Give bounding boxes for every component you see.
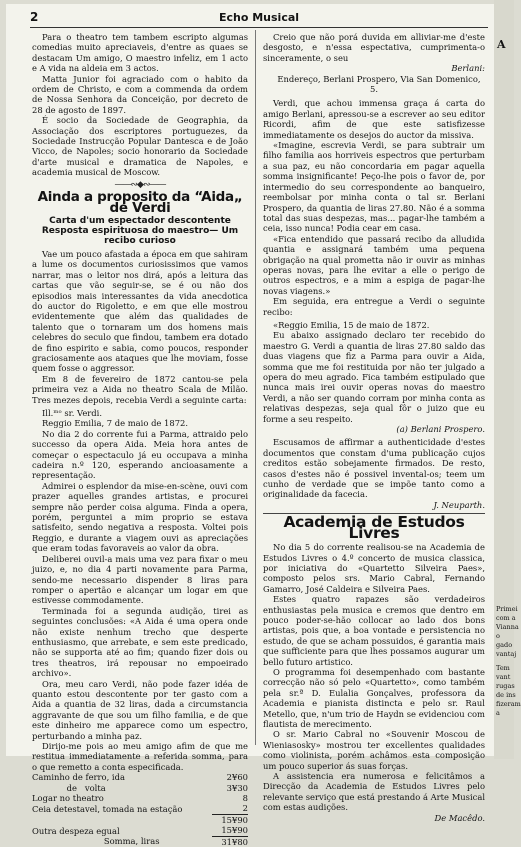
account-row: Outra despeza egual 15¥90 [32,825,248,836]
edge-fragment: vantaj [496,650,517,658]
edge-fragment: gado [496,641,513,649]
author-signature: J. Neuparth. [433,499,485,510]
page-header [30,10,488,26]
edge-fragment: a [496,709,500,717]
account-total: Somma, liras 31¥80 [32,836,248,847]
address: Endereço, Berlani Prospero, Via San Domenico, 5. [277,73,481,95]
edge-fragment: vant [496,673,511,681]
header-rule [30,27,488,28]
article-subtitle: Carta d'um espectador descontente [49,215,231,226]
article-title: Ainda a proposito da “Aida„ de Verdi [37,189,243,216]
account-row: Caminho de ferro, ida 2¥60 [32,772,248,783]
paragraph: Matta Junior foi agraciado com o habito da ordem de Christo, e com a commenda da ordem de Nossa Senhora da Conceição, por decreto de 28 de agosto de 1897. [32,73,248,115]
paragraph: O sr. Mario Cabral no «Souvenir Moscou de Wieniasosky» mostrou ter excellentes qualidades como violinista, porém achâmos esta composição um pouco superior ás suas forças. [263,729,485,771]
receipt-place: «Reggio Emilia, 15 de maio de 1872. [273,319,430,330]
edge-fragment: Vianna [496,623,519,631]
adjacent-page-edge [494,0,521,759]
paragraph: No dia 2 do corrente fui a Parma, attraido pelo successo da opera Aida. Meia hora antes de começar o espectaculo já eu occupava a minha cadeira n.º 120, esperando ancioasamente a representação. [32,428,248,481]
paragraph: Deliberei ouvil-a mais uma vez para fixar o meu juizo, e, no dia 4 parti novamente para Parma, sendo-me necessario dispender 8 liras para romper o apertão e alcançar um logar em que estivesse commodamente. [32,553,248,606]
edge-fragment: Primei [496,605,518,613]
column-divider [255,30,256,745]
section-title: Academia de Estudos Livres [283,513,465,542]
edge-fragment: o [496,632,500,640]
edge-fragment: Tem [496,664,510,672]
edge-fragment: com a [496,614,516,622]
paragraph: Dirijo-me pois ao meu amigo afim de que me restitua immediatamente a referida somma, para o que remetto a conta especificada. [32,741,248,772]
paragraph: Escusamos de affirmar a authenticidade d'estes documentos que constam d'uma publicação cujos creditos estão sobejamente firmados. De resto, casos d'estes não é possivel invental-os; teem um cunho de verdade que se impõe tanto como a originalidade da facecia. [263,437,485,500]
masthead: Echo Musical [218,11,300,24]
account-row: de volta 3¥30 [32,782,248,793]
article-subtitle: Resposta espirituosa do maestro— Um recibo curioso [41,225,239,246]
edge-fragment: rugas [496,682,515,690]
paragraph: Verdi, que achou immensa graça á carta do amigo Berlani, apressou-se a escrever ao seu editor Ricordi, afim de que este satisfizesse immediatamente os desejos do auctor da missiva. [263,98,485,140]
paragraph: Estes quatro rapazes são verdadeiros enthusiastas pela musica e cremos que dentro em pouco poder-se-hão collocar ao lado dos bons artistas, pois que, a boa vontade e persistencia no estudo, de que se acham possuidos, é garantia mais que sufficiente para que lhes possamos augurar um bello futuro artistico. [263,594,485,667]
edge-fragment: de ins [496,691,516,699]
paragraph: «Fica entendido que passará recibo da alludida quantia e assignará também uma pequena obrigação na qual prometta não ir ouvir as minhas operas novas, para lhe evitar a elle o perigo de outros espectros, e a mim a espiga de pagar-lhe novas viagens.» [263,233,485,296]
paragraph: A assistencia era numerosa e felicitâmos a Direcção da Academia de Estudos Livres pelo relevante serviço que está prestando á Arte Musical com estas audições. [263,771,485,813]
paragraph: Em seguida, era entregue a Verdi o seguinte recibo: [263,296,485,317]
paragraph: É socio da Sociedade de Geographia, da Associação dos escriptores portuguezes, da Sociedade Instrucção Popular Dantesca e de João Vicco, de Napoles; socio honorario da Sociedade d'arte musical e dramatica de Napoles, e academia musical de Moscow. [32,115,248,178]
paragraph: Vae um pouco afastada a época em que sahiram a lume os documentos curiosissimos que vamos narrar, mas o leitor nos dirá, após a leitura das cartas que vão seguir-se, se é ou não dos episodios mais interessantes da vida anecdotica do auctor do Rigoletto, e em que elle mostrou evidentemente que além das qualidades de talento que o tornaram um dos homens mais celebres do seculo que findou, tambem era dotado de fino espirito e sabia, como poucos, responder graciosamente aos ataques que lhe moviam, fosse quem fosse o aggressor. [32,248,248,374]
author-signature: De Macêdo. [434,812,485,823]
account-row: 15¥90 [221,814,248,825]
account-row: Ceia detestavel, tomada na estação 2 [32,803,248,814]
signature: Berlani: [451,63,485,74]
expense-account [32,772,248,847]
paragraph: No dia 5 do corrente realisou-se na Academia de Estudos Livres o 4.º concerto de musica classica, por iniciativa do «Quartetto Silveira Paes», composto pelos srs. Mario Cabral, Fernando Gamarro, José Caldeira e Silveira Paes. [263,542,485,594]
receipt-text: Eu abaixo assignado declaro ter recebido do maestro G. Verdi a quantia de liras 27.80 saldo das duas viagens que fiz a Parma para ouvir a Aida, somma que me foi restituida por não ter julgado a opera do meu agrado. Fica também estipulado que nunca mais irei ouvir operas novas do maestro Verdi, a não ser quando corram por minha conta as relativas despezas, seja qual fôr o juizo que eu forme a seu respeito. [263,330,485,424]
page-number: 2 [30,10,39,24]
left-column [32,32,248,847]
paragraph: Ora, meu caro Verdi, não pode fazer idéa de quanto estou descontente por ter gasto com a Aida a quantia de 32 liras, dada a circumstancia aggravante de que sou um filho familia, e de que este dinheiro me apparece como um espectro, perturbando a minha paz. [32,678,248,741]
paragraph: Admirei o esplendor da mise-en-scène, ouvi com prazer aquelles grandes artistas, e procurei sempre não perder coisa alguma. Finda a opera, porém, perguntei a mim proprio se estava satisfeito, sendo negativa a resposta. Voltei pois Reggio, e durante a viagem ouvi as apreciações que eram todas favoraveis ao valor da obra. [32,480,248,554]
paragraph: «Imagine, escrevia Verdi, se para subtrair um filho familia aos horriveis espectros que perturbam a sua paz, eu não concordaria em pagar aquella somma insignificante! Peço-lhe pois o favor de, por intermedio do seu correspondente ao banqueiro, reembolsar por minha conta o tal sr. Berlani Prospero, da quantia de liras 27.80. Não é a somma total das suas despezas, mas... pagar-lhe também a ceia, isso nunca! Podia cear em casa. [263,140,485,234]
edge-letter: A [497,38,506,51]
letter-salutation: Ill.ᵐᵒ sr. Verdi. [42,408,102,418]
edge-fragment: fizeram [496,700,521,708]
paragraph: Para o theatro tem tambem escripto algumas comedias muito apreciaveis, d'entre as quaes se destacam Um amigo, O maestro infeliz, em 1 acto e A vida na aldeia em 3 actos. [32,32,248,74]
paragraph: O programma foi desempenhado com bastante correcção não só pelo «Quartetto», como também pela sr.ª D. Eulalia Gonçalves, professora da Academia e pianista distincta e pelo sr. Raul Metello, que, n'um trio de Haydn se evidenciou com flautista de merecimento. [263,666,485,729]
paragraph: Em 8 de fevereiro de 1872 cantou-se pela primeira vez a Aida no theatro Scala de Milão. Tres mezes depois, recebia Verdi a seguinte carta: [32,373,248,405]
account-row: Logar no theatro 8 [32,793,248,804]
receipt-signature: (a) Berlani Prospero. [396,424,485,435]
section-ornament: ——∾◆∾—— [114,179,166,190]
paragraph: Terminada foi a segunda audição, tirei as seguintes conclusões: «A Aida é uma opera onde não existe nenhum trecho que desperte enthusiasmo, que arrebate, e sem este predicado, não se supporta até ao fim; quando fizer dois ou tres theatros, irá repousar no empoeirado archivo». [32,605,248,679]
letter-place: Reggio Emilia, 7 de maio de 1872. [42,418,189,429]
right-column [263,32,485,823]
paragraph: Creio que não porá duvida em alliviar-me d'este desgosto, e n'essa espectativa, cumprimenta-o sinceramente, o seu [263,32,485,63]
